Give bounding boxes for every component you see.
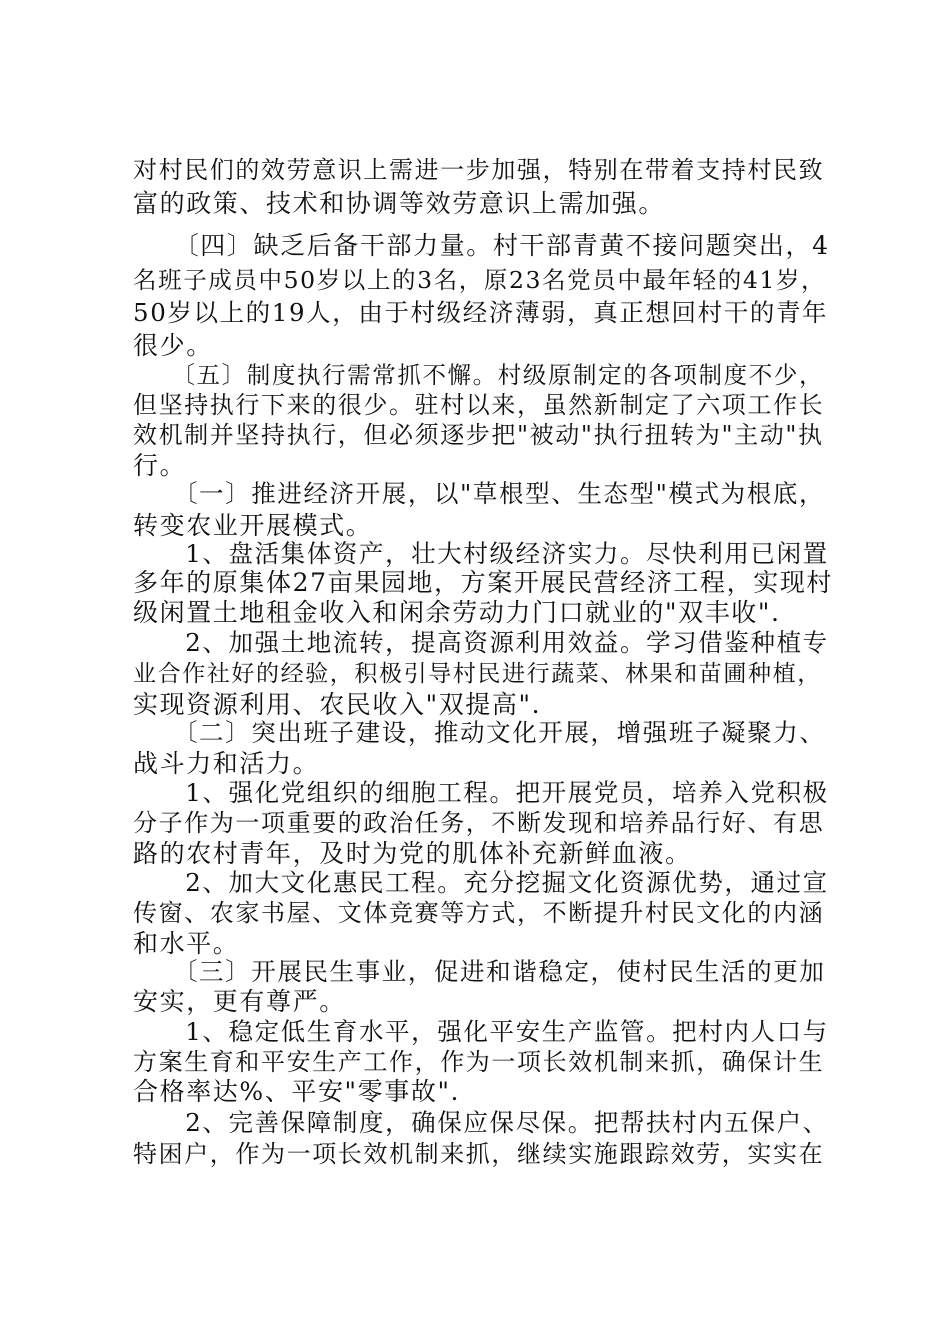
text-line: 方案生育和平安生产工作，作为一项长效机制来抓，确保计生	[133, 1048, 825, 1076]
text-line: 但坚持执行下来的很少。驻村以来，虽然新制定了六项工作长	[133, 391, 825, 419]
text-line: 效机制并坚持执行，但必须逐步把"被动"执行扭转为"主动"执	[133, 421, 824, 449]
text-line: 1、强化党组织的细胞工程。把开展党员，培养入党积极	[133, 778, 829, 807]
text-line: 行。	[133, 451, 187, 480]
text-line: 传窗、农家书屋、文体竞赛等方式，不断提升村民文化的内涵	[133, 899, 825, 927]
text-line: 战斗力和活力。	[133, 749, 320, 778]
text-line: 〔三〕开展民生事业，促进和谐稳定，使村民生活的更加	[133, 957, 826, 986]
text-line: 安实，更有尊严。	[133, 987, 346, 1016]
text-line: 〔四〕缺乏后备干部力量。村干部青黄不接问题突出，4	[133, 231, 830, 260]
text-line: 对村民们的效劳意识上需进一步加强，特别在带着支持村民致	[133, 156, 825, 184]
text-line: 〔五〕制度执行需常抓不懈。村级原制定的各项制度不少，	[133, 361, 825, 389]
text-line: 2、完善保障制度，确保应保尽保。把帮扶村内五保户、	[133, 1108, 829, 1137]
text-line: 路的农村青年，及时为党的肌体补充新鲜血液。	[133, 839, 692, 868]
text-line: 名班子成员中50岁以上的3名，原23名党员中最年轻的41岁，	[133, 266, 827, 294]
text-line: 1、稳定低生育水平，强化平安生产监管。把村内人口与	[133, 1017, 829, 1046]
text-line: 多年的原集体27亩果园地，方案开展民营经济工程，实现村	[133, 568, 834, 597]
text-line: 2、加强土地流转，提高资源利用效益。学习借鉴种植专	[133, 628, 829, 657]
text-line: 分子作为一项重要的政治任务，不断发现和培养品行好、有思	[133, 809, 825, 837]
text-line: 特困户，作为一项长效机制来抓，继续实施跟踪效劳，实实在	[133, 1140, 825, 1168]
text-line: 合格率达%、平安"零事故".	[133, 1077, 461, 1106]
text-line: 2、加大文化惠民工程。充分挖掘文化资源优势，通过宣	[133, 868, 829, 897]
text-line: 富的政策、技术和协调等效劳意识上需加强。	[133, 189, 666, 218]
text-line: 和水平。	[133, 929, 240, 958]
text-line: 50岁以上的19人，由于村级经济薄弱，真正想回村干的青年	[133, 298, 829, 327]
text-line: 实现资源利用、农民收入"双提高".	[133, 690, 542, 719]
text-line: 1、盘活集体资产，壮大村级经济实力。尽快利用已闲置	[133, 539, 829, 568]
text-line: 〔二〕突出班子建设，推动文化开展，增强班子凝聚力、	[133, 718, 826, 747]
text-line: 转变农业开展模式。	[133, 511, 373, 540]
text-line: 业合作社好的经验，积极引导村民进行蔬菜、林果和苗圃种植，	[133, 661, 822, 687]
text-line: 〔一〕推进经济开展，以"草根型、生态型"模式为根底，	[133, 479, 826, 508]
text-line: 级闲置土地租金收入和闲余劳动力门口就业的"双丰收".	[133, 598, 781, 627]
text-line: 很少。	[133, 331, 213, 360]
